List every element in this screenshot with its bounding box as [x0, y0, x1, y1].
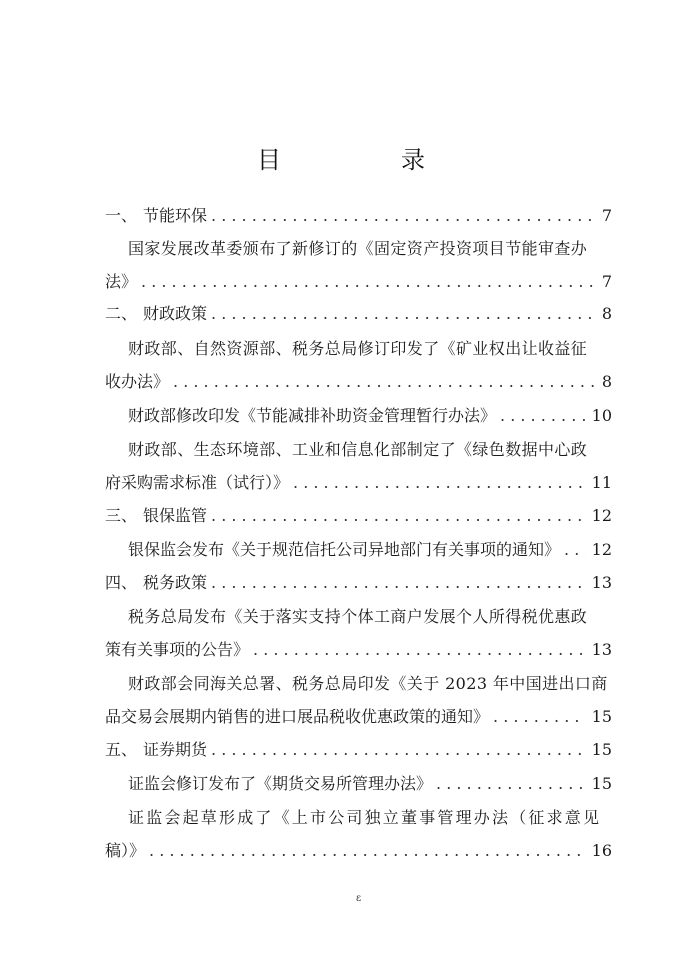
toc-item-text: 银保监会发布《关于规范信托公司异地部门有关事项的通知》: [128, 540, 561, 559]
page-number: 15: [591, 740, 612, 759]
toc-item-1[interactable]: [105, 271, 612, 293]
toc-item-continuation: 品交易会展期内销售的进口展品税收优惠政策的通知》: [105, 707, 490, 726]
toc-item-text: 财政部修改印发《节能减排补助资金管理暂行办法》: [128, 406, 497, 425]
section-label: 证券期货: [143, 740, 208, 759]
dot-leader: [253, 639, 586, 661]
page-number: 15: [591, 774, 612, 793]
toc-section-4[interactable]: [105, 572, 612, 594]
toc-item-line[interactable]: 财政部、自然资源部、税务总局修订印发了《矿业权出让收益征: [128, 339, 588, 358]
toc-section-2[interactable]: [105, 303, 612, 325]
dot-leader: [211, 739, 586, 761]
page-number: 13: [591, 573, 612, 592]
toc-item-7[interactable]: [105, 706, 612, 728]
page-number: 15: [591, 707, 612, 726]
section-number: 二、: [105, 304, 138, 323]
toc-item-continuation: 法》: [105, 272, 138, 291]
section-label: 财政政策: [143, 304, 208, 323]
dot-leader: [293, 472, 586, 494]
page-number: 11: [591, 473, 612, 492]
page-title: 目 录: [257, 146, 473, 174]
dot-leader: [211, 205, 596, 227]
section-label: 银保监管: [143, 506, 208, 525]
toc-item-line[interactable]: 税务总局发布《关于落实支持个体工商户发展个人所得税优惠政: [128, 607, 588, 626]
toc-item-9[interactable]: [105, 840, 612, 862]
page-number: 13: [591, 640, 612, 659]
page-number: 8: [601, 304, 612, 323]
toc-section-1[interactable]: [105, 205, 612, 227]
toc-item-line[interactable]: 国家发展改革委颁布了新修订的《固定资产投资项目节能审查办: [128, 239, 588, 258]
toc-item-continuation: 收办法》: [105, 372, 170, 391]
section-number: 一、: [105, 206, 138, 225]
dot-leader: [493, 706, 586, 728]
dot-leader: [211, 303, 596, 325]
page-number: 10: [591, 406, 612, 425]
toc-section-5[interactable]: [105, 739, 612, 761]
page-number: 12: [591, 506, 612, 525]
toc-item-line[interactable]: 财政部、生态环境部、工业和信息化部制定了《绿色数据中心政: [128, 440, 588, 459]
dot-leader: [149, 840, 586, 862]
dot-leader: [436, 773, 586, 795]
toc-item-text: 证监会修订发布了《期货交易所管理办法》: [128, 774, 433, 793]
toc-item-line[interactable]: 证监会起草形成了《上市公司独立董事管理办法（征求意见: [128, 808, 602, 827]
dot-leader: [500, 405, 586, 427]
page-number: 16: [591, 841, 612, 860]
section-number: 五、: [105, 740, 138, 759]
page-number: 12: [591, 540, 612, 559]
toc-item-4[interactable]: [105, 472, 612, 494]
page-number: 8: [601, 372, 612, 391]
dot-leader: [173, 371, 596, 393]
page-number: 7: [601, 206, 612, 225]
toc-item-3[interactable]: [128, 405, 612, 427]
toc-item-5[interactable]: [128, 539, 612, 561]
toc-item-2[interactable]: [105, 371, 612, 393]
dot-leader: [141, 271, 596, 293]
section-label: 节能环保: [143, 206, 208, 225]
dot-leader: [564, 539, 586, 561]
toc-section-3[interactable]: [105, 505, 612, 527]
page-number: 7: [601, 272, 612, 291]
toc-item-8[interactable]: [128, 773, 612, 795]
toc-item-6[interactable]: [105, 639, 612, 661]
section-number: 三、: [105, 506, 138, 525]
section-label: 税务政策: [143, 573, 208, 592]
toc-item-line[interactable]: 财政部会同海关总署、税务总局印发《关于 2023 年中国进出口商: [128, 674, 608, 693]
page-footer-mark: ɛ: [356, 893, 362, 904]
toc-item-continuation: 府采购需求标准（试行）》: [105, 473, 290, 492]
dot-leader: [211, 505, 586, 527]
toc-item-continuation: 稿）》: [105, 841, 146, 860]
section-number: 四、: [105, 573, 138, 592]
toc-item-continuation: 策有关事项的公告》: [105, 640, 250, 659]
dot-leader: [211, 572, 586, 594]
